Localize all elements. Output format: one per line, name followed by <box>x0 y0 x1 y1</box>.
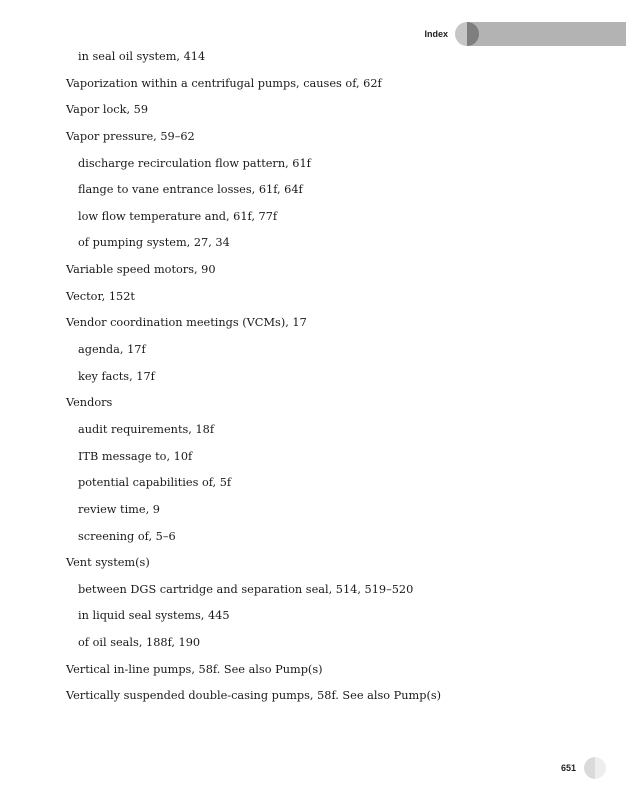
index-entry: Vendors <box>66 396 113 410</box>
index-subentry: discharge recirculation flow pattern, 61f <box>78 156 311 170</box>
index-entry: Vertically suspended double-casing pumps, 58f. See also Pump(s) <box>66 689 442 703</box>
index-subentry: in liquid seal systems, 445 <box>78 609 230 623</box>
footer-circle-ornament <box>584 757 606 779</box>
index-subentry: screening of, 5–6 <box>78 529 176 543</box>
index-subentry: key facts, 17f <box>78 369 155 383</box>
index-entry: Vent system(s) <box>66 556 150 570</box>
running-header: Index <box>424 29 448 39</box>
index-subentry: agenda, 17f <box>78 343 146 357</box>
index-subentry: of oil seals, 188f, 190 <box>78 636 201 650</box>
index-entry: Vertical in-line pumps, 58f. See also Pump(s) <box>66 662 323 676</box>
index-subentry: between DGS cartridge and separation seal, 514, 519–520 <box>78 582 414 596</box>
index-subentry: audit requirements, 18f <box>78 422 215 436</box>
index-subentry: of pumping system, 27, 34 <box>78 236 230 250</box>
index-subentry: potential capabilities of, 5f <box>78 476 232 490</box>
index-entry: Vendor coordination meetings (VCMs), 17 <box>66 316 307 330</box>
index-entry: Vapor pressure, 59–62 <box>66 129 195 143</box>
index-entry: Vector, 152t <box>66 289 135 303</box>
index-entry: Vapor lock, 59 <box>66 103 149 117</box>
index-subentry: flange to vane entrance losses, 61f, 64f <box>78 183 303 197</box>
index-subentry: ITB message to, 10f <box>78 449 193 463</box>
index-entry: Variable speed motors, 90 <box>66 263 216 277</box>
page-number: 651 <box>560 763 576 773</box>
index-entry-list <box>66 49 606 715</box>
index-subentry: low flow temperature and, 61f, 77f <box>78 209 278 223</box>
header-circle-ornament <box>455 22 479 46</box>
header-tab <box>466 22 626 46</box>
index-subentry: review time, 9 <box>78 502 160 516</box>
index-entry: Vaporization within a centrifugal pumps, causes of, 62f <box>66 76 382 90</box>
index-subentry: in seal oil system, 414 <box>78 50 206 63</box>
